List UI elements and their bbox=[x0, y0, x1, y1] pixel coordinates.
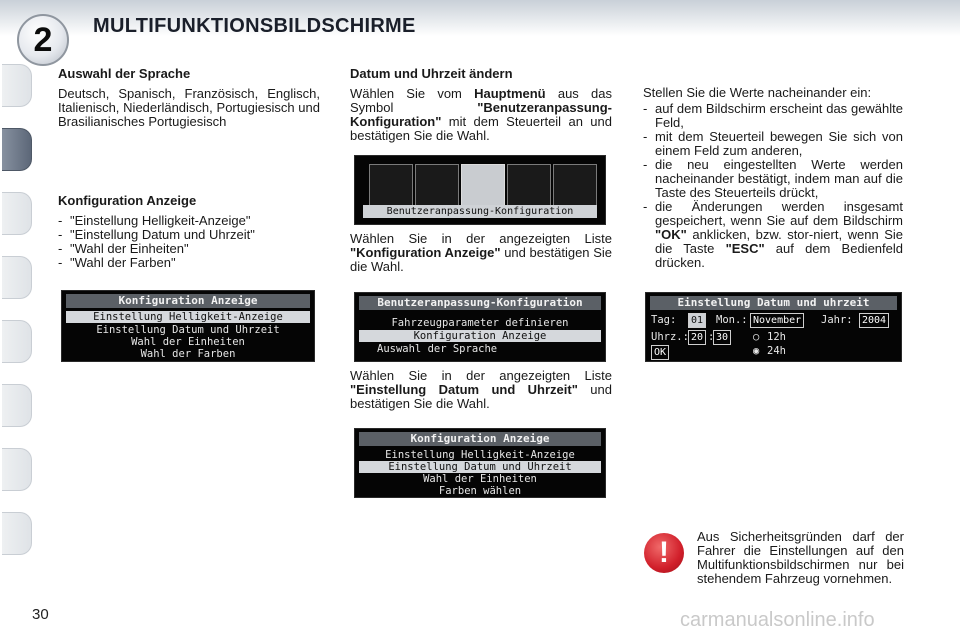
instructions-intro: Stellen Sie die Werte nacheinander ein: bbox=[643, 85, 872, 100]
list-item: - "Einstellung Helligkeit-Anzeige" bbox=[58, 214, 320, 228]
menu-item: Auswahl der Sprache bbox=[377, 343, 498, 355]
column-left bbox=[58, 67, 320, 129]
screen-konfiguration-anzeige-left bbox=[61, 290, 315, 362]
menu-item: Einstellung Datum und Uhrzeit bbox=[359, 461, 601, 473]
text-run-bold: "Konfiguration Anzeige" bbox=[350, 245, 501, 260]
option-24h: 24h bbox=[767, 345, 786, 357]
display-config-list bbox=[58, 214, 320, 270]
menu-item: Wahl der Farben bbox=[140, 348, 236, 360]
page-header bbox=[0, 0, 960, 50]
screen-title: Konfiguration Anzeige bbox=[359, 432, 601, 446]
tag-label: Tag: bbox=[651, 314, 677, 326]
screen-benutzeranpassung bbox=[354, 292, 606, 362]
text-run: und bestätigen Sie die Wahl. bbox=[350, 382, 612, 411]
menu-item: Fahrzeugparameter definieren bbox=[391, 317, 569, 329]
chapter-tab[interactable] bbox=[2, 320, 32, 363]
tag-field: 01 bbox=[688, 313, 706, 328]
phone-icon bbox=[553, 164, 597, 206]
chapter-tab[interactable] bbox=[2, 256, 32, 299]
month-label: Mon.: bbox=[716, 314, 748, 326]
time-label: Uhrz.: bbox=[651, 331, 689, 343]
list-item: - mit dem Steuerteil bewegen Sie sich von einem Feld zum anderen, bbox=[643, 130, 903, 158]
chapter-tab[interactable] bbox=[2, 64, 32, 107]
settings-sliders-icon bbox=[461, 164, 505, 206]
language-list-text: Deutsch, Spanisch, Französisch, Englisch, Italienisch, Niederländisch, Portugiesisch und Brasilianisches Portugiesisch bbox=[58, 86, 320, 129]
section-title-language: Auswahl der Sprache bbox=[58, 66, 191, 81]
text-run: auf dem Bedienfeld drücken. bbox=[655, 241, 903, 270]
step2-text bbox=[350, 232, 612, 274]
screen-datum-uhrzeit bbox=[645, 292, 902, 362]
step1-text bbox=[350, 87, 612, 143]
year-field: 2004 bbox=[859, 313, 889, 328]
screen-title: Benutzeranpassung-Konfiguration bbox=[359, 296, 601, 310]
text-run: und bestätigen Sie die Wahl. bbox=[350, 245, 612, 274]
list-item: - auf dem Bildschirm erscheint das gewählte Feld, bbox=[643, 102, 903, 130]
ok-label: "OK" bbox=[655, 227, 687, 242]
list-item: - "Wahl der Einheiten" bbox=[58, 242, 320, 256]
list-item: - die neu eingestellten Werte werden nacheinander bestätigt, indem man auf die Taste des Steuerteils drückt, bbox=[643, 158, 903, 200]
watermark: carmanualsonline.info bbox=[680, 609, 875, 631]
chapter-tab[interactable] bbox=[2, 192, 32, 235]
chapter-tab[interactable] bbox=[2, 448, 32, 491]
radio-12h-icon: ○ bbox=[753, 331, 760, 343]
text-run: aus das Symbol bbox=[350, 86, 612, 115]
menu-item: Wahl der Einheiten bbox=[423, 473, 537, 485]
screen-main-menu bbox=[354, 155, 606, 225]
ok-field: OK bbox=[651, 345, 669, 360]
chapter-tab[interactable] bbox=[2, 512, 32, 555]
text-run-bold: "Benutzeranpassung-Konfiguration" bbox=[350, 100, 612, 129]
text-run: Wählen Sie in der angezeigten Liste bbox=[350, 368, 612, 383]
warning-box bbox=[697, 530, 904, 586]
list-item: - "Wahl der Farben" bbox=[58, 256, 320, 270]
column-left-section2 bbox=[58, 194, 320, 270]
chapter-tabs bbox=[0, 64, 34, 584]
month-field: November bbox=[750, 313, 804, 328]
text-run-bold: Hauptmenü bbox=[474, 86, 546, 101]
chapter-tab[interactable] bbox=[2, 384, 32, 427]
screen-caption: Benutzeranpassung-Konfiguration bbox=[363, 205, 597, 218]
text-run: mit dem Steuerteil an und bestätigen Sie die Wahl. bbox=[350, 114, 612, 143]
minute-field: 30 bbox=[713, 330, 731, 345]
diagnostic-icon bbox=[507, 164, 551, 206]
column-right bbox=[643, 86, 903, 270]
text-run: Wählen Sie in der angezeigten Liste bbox=[350, 231, 612, 246]
text-run: Wählen Sie vom bbox=[350, 86, 475, 101]
esc-label: "ESC" bbox=[725, 241, 765, 256]
calculator-icon bbox=[415, 164, 459, 206]
year-label: Jahr: bbox=[821, 314, 853, 326]
text-run: die Änderungen werden insgesamt gespeichert, wenn Sie auf dem Bildschirm bbox=[655, 199, 903, 228]
screen-title: Konfiguration Anzeige bbox=[66, 294, 310, 308]
menu-item: Wahl der Einheiten bbox=[131, 336, 245, 348]
warning-text: Aus Sicherheitsgründen darf der Fahrer die Einstellungen auf den Multifunktionsbildschirmen nur bei stehendem Fahrzeug vornehmen. bbox=[697, 529, 904, 586]
screen-title: Einstellung Datum und uhrzeit bbox=[650, 296, 897, 310]
list-item: - "Einstellung Datum und Uhrzeit" bbox=[58, 228, 320, 242]
chapter-badge: 2 bbox=[17, 14, 69, 66]
page-number: 30 bbox=[32, 606, 49, 623]
instruction-steps bbox=[643, 102, 903, 270]
text-run-bold: "Einstellung Datum und Uhrzeit" bbox=[350, 382, 578, 397]
menu-item: Einstellung Datum und Uhrzeit bbox=[96, 324, 280, 336]
radio-icon bbox=[369, 164, 413, 206]
hour-field: 20 bbox=[688, 330, 706, 345]
page-title: MULTIFUNKTIONSBILDSCHIRME bbox=[93, 15, 416, 37]
time-separator: : bbox=[708, 331, 715, 343]
list-item bbox=[643, 200, 903, 270]
text-run: anklicken, bzw. stor-niert, wenn Sie die Taste bbox=[655, 227, 903, 256]
menu-item: Konfiguration Anzeige bbox=[359, 330, 601, 342]
menu-item: Farben wählen bbox=[438, 485, 522, 497]
menu-item: Einstellung Helligkeit-Anzeige bbox=[385, 449, 575, 461]
step3-text bbox=[350, 369, 612, 411]
warning-exclamation-icon: ! bbox=[644, 533, 684, 573]
step3-block bbox=[350, 369, 612, 411]
radio-24h-icon: ◉ bbox=[753, 345, 760, 357]
section-title-display-config: Konfiguration Anzeige bbox=[58, 193, 197, 208]
option-12h: 12h bbox=[767, 331, 786, 343]
menu-item: Einstellung Helligkeit-Anzeige bbox=[66, 311, 310, 323]
column-middle bbox=[350, 67, 612, 143]
section-title-date-time: Datum und Uhrzeit ändern bbox=[350, 66, 513, 81]
step2-block bbox=[350, 232, 612, 274]
screen-konfiguration-anzeige-mid bbox=[354, 428, 606, 498]
chapter-tab-active[interactable] bbox=[2, 128, 32, 171]
